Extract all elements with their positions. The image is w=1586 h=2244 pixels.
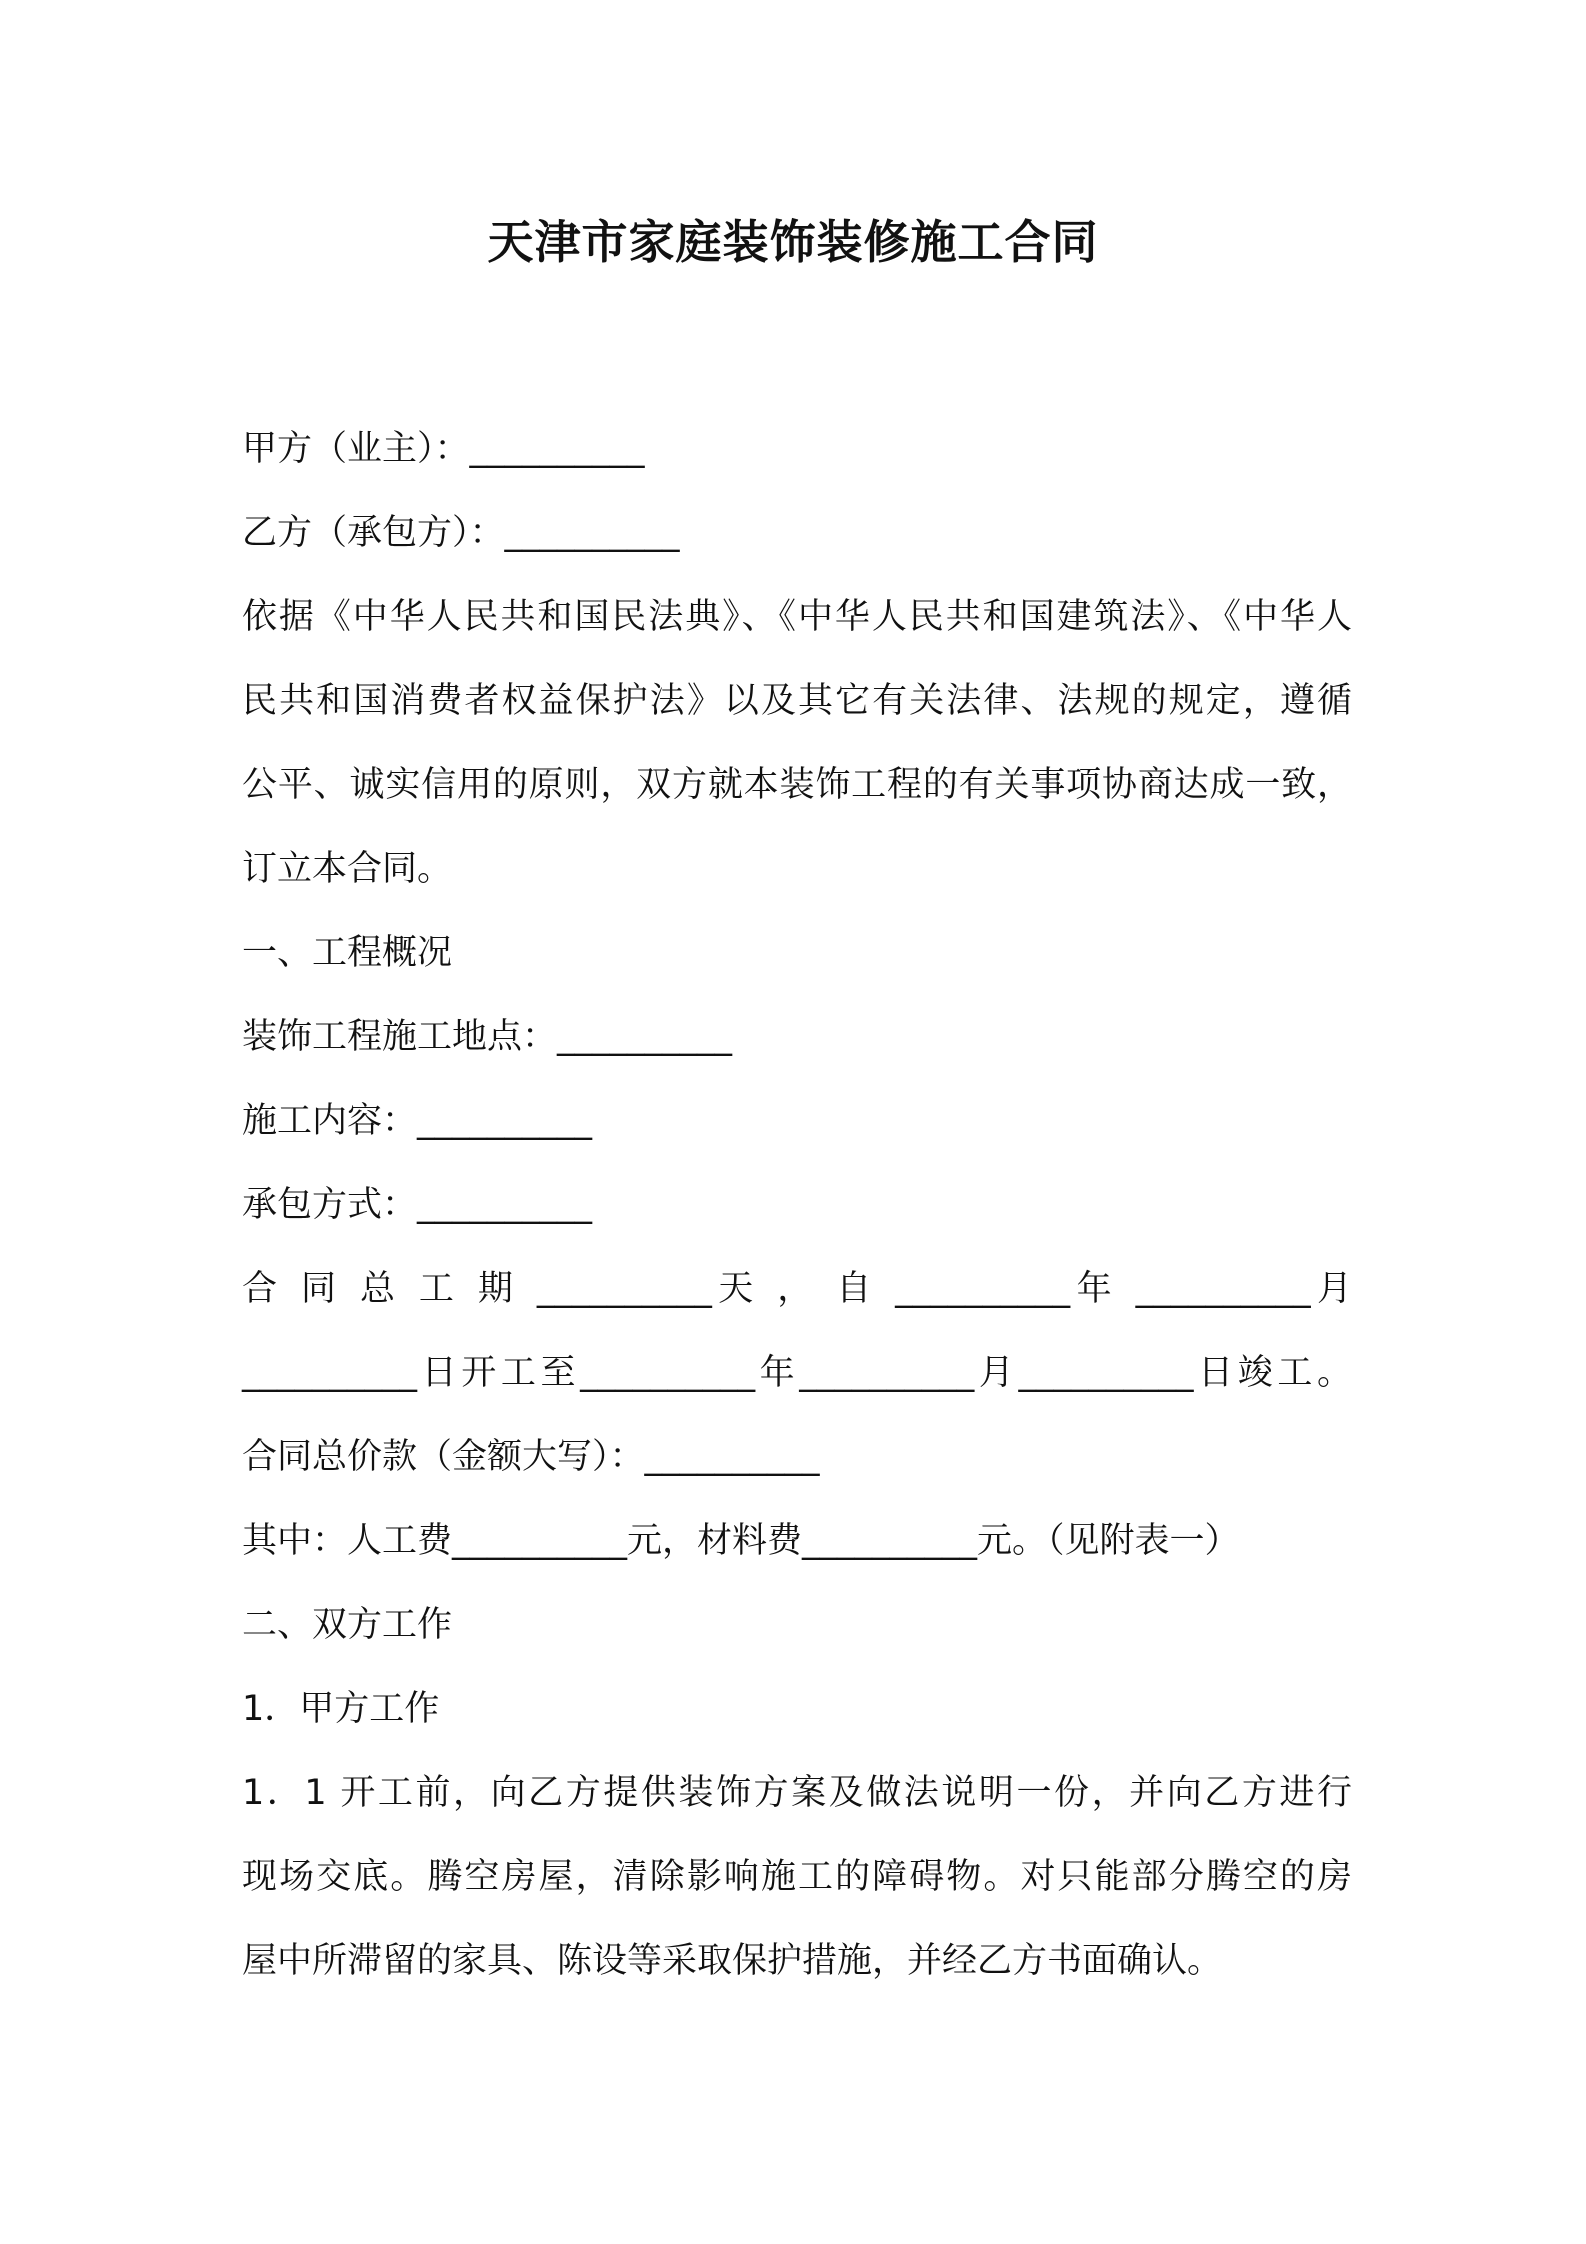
page-title: 天津市家庭装饰装修施工合同 xyxy=(487,215,1099,269)
construction-content-line: 施工内容：__________ xyxy=(242,1101,593,1141)
preamble-line-3: 公平、诚实信用的原则，双方就本装饰工程的有关事项协商达成一致， xyxy=(242,765,1352,805)
clause-1-1-line-1: 1．1 开工前，向乙方提供装饰方案及做法说明一份，并向乙方进行 xyxy=(242,1773,1352,1813)
clause-1-1-line-3: 屋中所滞留的家具、陈设等采取保护措施，并经乙方书面确认。 xyxy=(242,1941,1223,1981)
total-price-line: 合同总价款（金额大写）：__________ xyxy=(242,1437,820,1477)
total-duration-line-1: 合 同 总 工 期 __________天 ， 自 __________年 __________月 xyxy=(242,1269,1352,1309)
section-heading-duties: 二、双方工作 xyxy=(242,1605,453,1645)
party-a-line: 甲方（业主）：__________ xyxy=(242,429,645,469)
section-heading-project-overview: 一、工程概况 xyxy=(242,933,453,973)
subsection-heading-party-a-duties: 1．甲方工作 xyxy=(242,1689,440,1729)
contract-method-line: 承包方式：__________ xyxy=(242,1185,593,1225)
preamble-line-1: 依据《中华人民共和国民法典》、《中华人民共和国建筑法》、《中华人 xyxy=(242,597,1352,637)
total-duration-line-2: __________日开工至__________年__________月__________日竣工。 xyxy=(242,1353,1352,1393)
clause-1-1-line-2: 现场交底。腾空房屋，清除影响施工的障碍物。对只能部分腾空的房 xyxy=(242,1857,1352,1897)
party-b-line: 乙方（承包方）：__________ xyxy=(242,513,680,553)
contract-body xyxy=(242,407,1352,2003)
preamble-line-2: 民共和国消费者权益保护法》以及其它有关法律、法规的规定，遵循 xyxy=(242,681,1352,721)
preamble-line-4: 订立本合同。 xyxy=(242,849,453,889)
cost-breakdown-line: 其中：人工费__________元，材料费__________元。（见附表一） xyxy=(242,1521,1240,1561)
construction-location-line: 装饰工程施工地点：__________ xyxy=(242,1017,733,1057)
